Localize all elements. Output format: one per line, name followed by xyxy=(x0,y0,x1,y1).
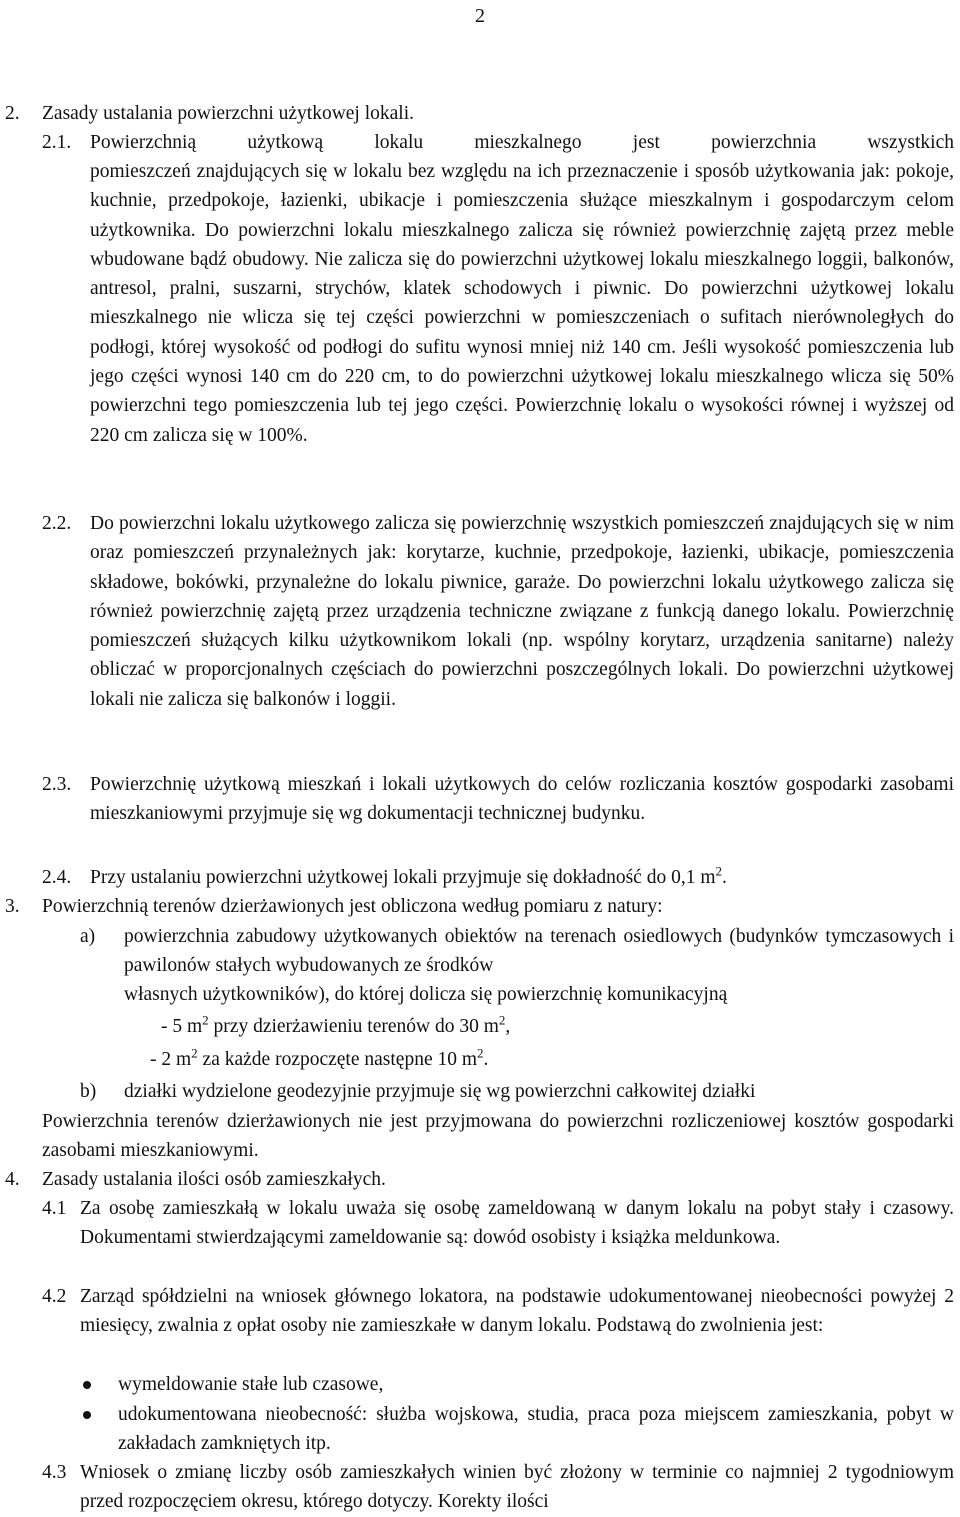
rate-row-1-b: przy dzierżawieniu terenów do 30 m xyxy=(213,1016,499,1037)
para-2-3-number: 2.3. xyxy=(42,774,72,795)
section-2-title: Zasady ustalania powierzchni użytkowej lokali. xyxy=(42,103,415,124)
section-4-title: Zasady ustalania ilości osób zamieszkałych. xyxy=(42,1169,386,1190)
para-4-3-text: Wniosek o zmianę liczby osób zamieszkałych winien być złożony w terminie co najmniej 2 tygodniowym przed rozpoczęciem okresu, którego dotyczy. Korekty ilości xyxy=(80,1462,954,1513)
bullet-icon xyxy=(83,1381,91,1389)
rate-row-2-a: - 2 m xyxy=(150,1049,192,1070)
para-2-1-number: 2.1. xyxy=(42,132,72,153)
page-number: 2 xyxy=(475,5,485,27)
item-a-last-line: własnych użytkowników), do której dolicza się powierzchnię komunikacyjną xyxy=(124,984,728,1005)
square-superscript: 2 xyxy=(191,1045,198,1061)
para-4-2-text: Zarząd spółdzielni na wniosek głównego lokatora, na podstawie udokumentowanej nieobecności powyżej 2 miesięcy, zwalnia z opłat osoby nie zamieszkałe w danym lokalu. Podstawą do zwolnienia jest: xyxy=(80,1286,954,1337)
square-superscript: 2 xyxy=(202,1012,209,1028)
bullet-icon xyxy=(83,1411,91,1419)
section-2-number: 2. xyxy=(5,103,20,124)
rate-row-2-b: za każde rozpoczęte następne 10 m xyxy=(202,1049,478,1070)
para-4-2-number: 4.2 xyxy=(42,1286,67,1307)
para-2-4-text xyxy=(90,863,727,892)
para-2-2-text: Do powierzchni lokalu użytkowego zalicza się powierzchnię wszystkich pomieszczeń znajdujących się w nim oraz pomieszczeń przynależnych jak: korytarze, kuchnie, przedpokoje, łazienki, ubikacje, pomieszczenia składowe, bokówki, przynależne do lokalu piwnice, garaże. Do powierzchni lokalu użytkowego zalicza się również powierzchnię zajętą przez urządzenia techniczne związane z funkcją danego lokalu. Powierzchnię pomieszczeń służących kilku użytkownikom lokali (np. wspólny korytarz, urządzenia sanitarne) należy obliczać w proporcjonalnych częściach do powierzchni poszczególnych lokali. Do powierzchni użytkowej lokali nie zalicza się balkonów i loggii. xyxy=(90,513,954,710)
rate-row-2-c: . xyxy=(483,1049,489,1070)
section-3-number: 3. xyxy=(5,896,20,917)
item-b-text: działki wydzielone geodezyjnie przyjmuje się wg powierzchni całkowitej działki xyxy=(124,1081,756,1102)
para-4-1-number: 4.1 xyxy=(42,1198,67,1219)
square-superscript: 2 xyxy=(715,863,722,879)
rate-row-1-c: , xyxy=(505,1016,511,1037)
section-3-note: Powierzchnia terenów dzierżawionych nie jest przyjmowana do powierzchni rozliczeniowej kosztów gospodarki zasobami mieszkaniowymi. xyxy=(42,1111,954,1162)
para-2-4-body: Przy ustalaniu powierzchni użytkowej lokali przyjmuje się dokładność do 0,1 m xyxy=(90,867,716,888)
bullet-item-1: wymeldowanie stałe lub czasowe, xyxy=(118,1374,384,1395)
section-4-number: 4. xyxy=(5,1169,20,1190)
item-b-label: b) xyxy=(80,1081,97,1102)
para-2-4-end: . xyxy=(722,867,727,888)
item-a-label: a) xyxy=(80,926,96,947)
para-2-2-number: 2.2. xyxy=(42,513,72,534)
rate-row-1-a: - 5 m xyxy=(161,1016,203,1037)
para-4-1-text: Za osobę zamieszkałą w lokalu uważa się osobę zameldowaną w danym lokalu na pobyt stały i czasowy. Dokumentami stwierdzającymi zameldowanie są: dowód osobisty i książka meldunkowa. xyxy=(80,1198,954,1249)
rate-row-1 xyxy=(161,1012,510,1041)
para-2-4-number: 2.4. xyxy=(42,867,72,888)
section-3-title: Powierzchnią terenów dzierżawionych jest obliczona według pomiaru z natury: xyxy=(42,896,663,917)
square-superscript: 2 xyxy=(498,1012,506,1028)
square-superscript: 2 xyxy=(477,1045,484,1061)
para-2-1-first-line: Powierzchnią użytkową lokalu mieszkalnego jest powierzchnia wszystkich xyxy=(90,132,954,153)
para-2-1-text: pomieszczeń znajdujących się w lokalu bez względu na ich przeznaczenie i sposób użytkowania jak: pokoje, kuchnie, przedpokoje, łazienki, ubikacje i pomieszczenia służące mieszkalnym i gospodarczym celom użytkownika. Do powierzchni lokalu mieszkalnego zalicza się również powierzchnię zajętą przez meble wbudowane bądź obudowy. Nie zalicza się do powierzchni użytkowej lokalu mieszkalnego loggii, balkonów, antresol, pralni, suszarni, strychów, klatek schodowych i piwnic. Do powierzchni użytkowej lokalu mieszkalnego nie wlicza się tej części powierzchni w pomieszczeniach o sufitach nierównoległych do podłogi, której wysokość od podłogi do sufitu wynosi mniej niż 140 cm. Jeśli wysokość pomieszczenia lub jego części wynosi 140 cm do 220 cm, to do powierzchni użytkowej lokalu mieszkalnego wlicza się 50% powierzchni tego pomieszczenia lub tej jego części. Powierzchnię lokalu o wysokości równej i wyższej od 220 cm zalicza się w 100%. xyxy=(90,161,954,446)
para-2-3-text: Powierzchnię użytkową mieszkań i lokali użytkowych do celów rozliczania kosztów gospodarki zasobami mieszkaniowymi przyjmuje się wg dokumentacji technicznej budynku. xyxy=(90,774,954,825)
rate-row-2 xyxy=(150,1045,488,1074)
para-4-3-number: 4.3 xyxy=(42,1462,67,1483)
bullet-item-2: udokumentowana nieobecność: służba wojskowa, studia, praca poza miejscem zamieszkania, pobyt w zakładach zamkniętych itp. xyxy=(118,1404,954,1455)
item-a-text: powierzchnia zabudowy użytkowanych obiektów na terenach osiedlowych (budynków tymczasowych i pawilonów stałych wybudowanych ze środków xyxy=(124,926,954,977)
